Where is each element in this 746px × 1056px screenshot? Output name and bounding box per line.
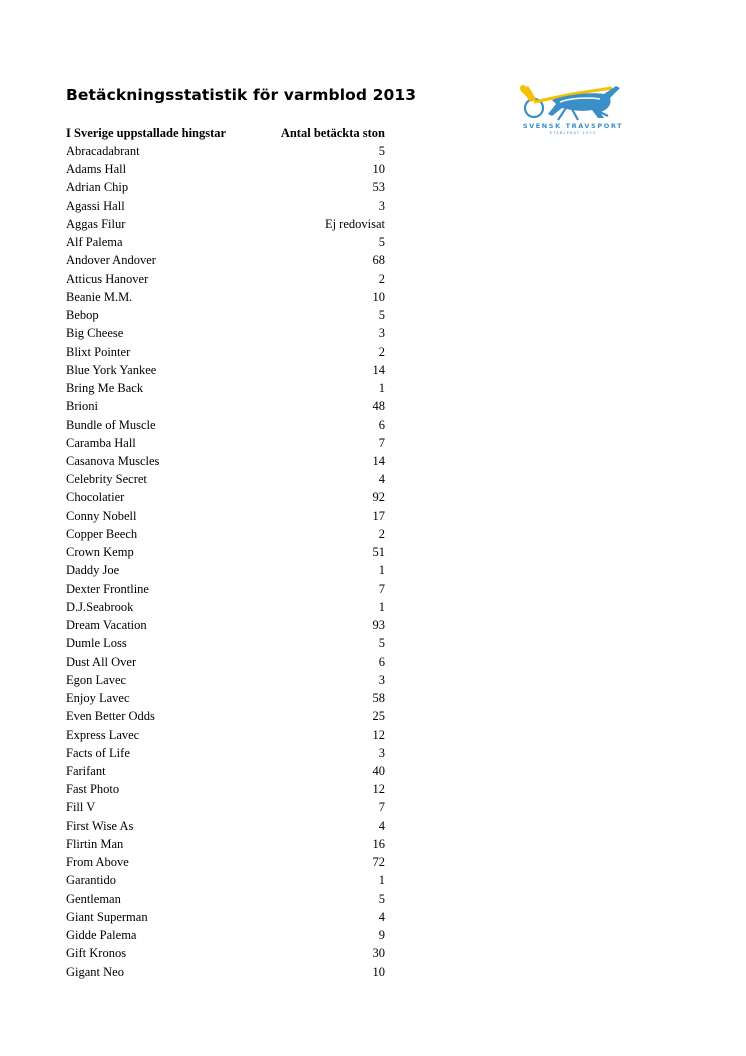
stallion-name: Atticus Hanover xyxy=(66,271,149,286)
mare-count: 93 xyxy=(372,618,385,633)
table-row xyxy=(66,215,385,233)
stallion-name: Caramba Hall xyxy=(66,435,136,450)
mare-count: 3 xyxy=(378,326,385,341)
mare-count: 17 xyxy=(372,508,385,523)
table-row xyxy=(66,580,385,598)
mare-count: 14 xyxy=(372,362,385,377)
mare-count: 16 xyxy=(372,836,385,851)
mare-count: 30 xyxy=(372,946,385,961)
stallion-name: Bebop xyxy=(66,308,99,323)
stallion-name: Dumle Loss xyxy=(66,636,127,651)
table-row xyxy=(66,306,385,324)
mare-count: 3 xyxy=(378,198,385,213)
stallion-name: Celebrity Secret xyxy=(66,472,147,487)
mare-count: 7 xyxy=(378,435,385,450)
mare-count: 5 xyxy=(378,235,385,250)
table-row xyxy=(66,744,385,762)
stallion-name: Chocolatier xyxy=(66,490,125,505)
table-row xyxy=(66,416,385,434)
stallion-name: Dream Vacation xyxy=(66,618,147,633)
logo-tagline: ETABLERAT 1923 xyxy=(549,131,597,135)
table-row xyxy=(66,324,385,342)
table-row xyxy=(66,853,385,871)
mare-count: 5 xyxy=(378,308,385,323)
mare-count: 72 xyxy=(372,855,385,870)
mare-count: 53 xyxy=(372,180,385,195)
mare-count: 6 xyxy=(378,417,385,432)
mare-count: 10 xyxy=(372,162,385,177)
mare-count: 40 xyxy=(372,763,385,778)
stallion-name: Flirtin Man xyxy=(66,836,124,851)
mare-count: 58 xyxy=(372,691,385,706)
mare-count: 5 xyxy=(378,891,385,906)
mare-count: 2 xyxy=(378,271,385,286)
mare-count: 4 xyxy=(378,472,385,487)
mare-count: 68 xyxy=(372,253,385,268)
stallion-name: Gentleman xyxy=(66,891,121,906)
stallion-name: Gidde Palema xyxy=(66,928,137,943)
logo-wordmark: SVENSK TRAVSPORT xyxy=(522,122,624,130)
stallion-table xyxy=(66,125,385,981)
trotter-horse-icon xyxy=(512,80,634,124)
table-row xyxy=(66,689,385,707)
stallion-name: Adams Hall xyxy=(66,162,127,177)
count-column-header: Antal betäckta ston xyxy=(280,126,385,140)
mare-count: 12 xyxy=(372,782,385,797)
mare-count: 2 xyxy=(378,526,385,541)
stallion-column-header: I Sverige uppstallade hingstar xyxy=(66,126,227,140)
stallion-name: Conny Nobell xyxy=(66,508,137,523)
table-row xyxy=(66,142,385,160)
stallion-name: Enjoy Lavec xyxy=(66,691,130,706)
stallion-name: Blue York Yankee xyxy=(66,362,157,377)
stallion-name: Crown Kemp xyxy=(66,545,134,560)
mare-count: 7 xyxy=(378,581,385,596)
stallion-name: Andover Andover xyxy=(66,253,156,268)
stallion-name: Garantido xyxy=(66,873,116,888)
table-row xyxy=(66,726,385,744)
table-row xyxy=(66,871,385,889)
stallion-name: Bring Me Back xyxy=(66,381,144,396)
table-row xyxy=(66,270,385,288)
mare-count: 4 xyxy=(378,909,385,924)
svensk-travsport-logo xyxy=(512,80,634,146)
stallion-name: Dust All Over xyxy=(66,654,137,669)
mare-count: 12 xyxy=(372,727,385,742)
table-row xyxy=(66,926,385,944)
table-row xyxy=(66,707,385,725)
stallion-name: Agassi Hall xyxy=(66,198,125,213)
stallion-name: Daddy Joe xyxy=(66,563,120,578)
stallion-name: First Wise As xyxy=(66,818,134,833)
table-row xyxy=(66,470,385,488)
mare-count: 5 xyxy=(378,144,385,158)
table-body xyxy=(66,142,385,981)
mare-count: 5 xyxy=(378,636,385,651)
stallion-name: Gigant Neo xyxy=(66,964,124,979)
table-row xyxy=(66,598,385,616)
mare-count: 1 xyxy=(378,381,385,396)
stallion-name: Fill V xyxy=(66,800,96,815)
mare-count: 1 xyxy=(378,563,385,578)
stallion-name: Big Cheese xyxy=(66,326,124,341)
mare-count: 9 xyxy=(378,928,385,943)
table-row xyxy=(66,634,385,652)
stallion-name: Fast Photo xyxy=(66,782,120,797)
table-row xyxy=(66,908,385,926)
table-row xyxy=(66,434,385,452)
table-row xyxy=(66,379,385,397)
stallion-name: D.J.Seabrook xyxy=(66,599,134,614)
table-row xyxy=(66,543,385,561)
stallion-name: Brioni xyxy=(66,399,98,414)
table-row xyxy=(66,762,385,780)
mare-count: 48 xyxy=(372,399,385,414)
stallion-name: Gift Kronos xyxy=(66,946,127,961)
stallion-name: Dexter Frontline xyxy=(66,581,149,596)
stallion-name: Alf Palema xyxy=(66,235,123,250)
stallion-name: Egon Lavec xyxy=(66,672,127,687)
page-title: Betäckningsstatistik för varmblod 2013 xyxy=(66,86,417,104)
table-row xyxy=(66,671,385,689)
mare-count: 3 xyxy=(378,672,385,687)
mare-count: 1 xyxy=(378,873,385,888)
table-row xyxy=(66,780,385,798)
stallion-name: Adrian Chip xyxy=(66,180,129,195)
table-row xyxy=(66,160,385,178)
table-header xyxy=(66,125,385,142)
table-row xyxy=(66,507,385,525)
stallion-name: Even Better Odds xyxy=(66,709,155,724)
table-row xyxy=(66,653,385,671)
mare-count: Ej redovisat xyxy=(324,216,385,231)
table-row xyxy=(66,890,385,908)
table-row xyxy=(66,233,385,251)
table-row xyxy=(66,561,385,579)
mare-count: 14 xyxy=(372,453,385,468)
table-row xyxy=(66,835,385,853)
stallion-name: From Above xyxy=(66,855,129,870)
mare-count: 92 xyxy=(372,490,385,505)
table-row xyxy=(66,798,385,816)
mare-count: 10 xyxy=(372,289,385,304)
stallion-name: Express Lavec xyxy=(66,727,140,742)
table-row xyxy=(66,361,385,379)
mare-count: 4 xyxy=(378,818,385,833)
stallion-name: Abracadabrant xyxy=(66,144,140,158)
table-row xyxy=(66,525,385,543)
stallion-name: Casanova Muscles xyxy=(66,453,160,468)
table-row xyxy=(66,452,385,470)
stallion-name: Copper Beech xyxy=(66,526,138,541)
mare-count: 6 xyxy=(378,654,385,669)
mare-count: 10 xyxy=(372,964,385,979)
stallion-name: Giant Superman xyxy=(66,909,148,924)
table-row xyxy=(66,616,385,634)
table-row xyxy=(66,963,385,981)
table-row xyxy=(66,343,385,361)
table-row xyxy=(66,397,385,415)
table-row xyxy=(66,288,385,306)
mare-count: 7 xyxy=(378,800,385,815)
stallion-name: Blixt Pointer xyxy=(66,344,131,359)
stallion-name: Farifant xyxy=(66,763,106,778)
table-row xyxy=(66,817,385,835)
table-row xyxy=(66,197,385,215)
stallion-name: Bundle of Muscle xyxy=(66,417,156,432)
stallion-name: Facts of Life xyxy=(66,745,130,760)
mare-count: 1 xyxy=(378,599,385,614)
table-row xyxy=(66,488,385,506)
table-row xyxy=(66,944,385,962)
mare-count: 25 xyxy=(372,709,385,724)
table-row xyxy=(66,178,385,196)
mare-count: 2 xyxy=(378,344,385,359)
stallion-name: Aggas Filur xyxy=(66,216,126,231)
stallion-name: Beanie M.M. xyxy=(66,289,133,304)
mare-count: 3 xyxy=(378,745,385,760)
mare-count: 51 xyxy=(372,545,385,560)
table-row xyxy=(66,251,385,269)
